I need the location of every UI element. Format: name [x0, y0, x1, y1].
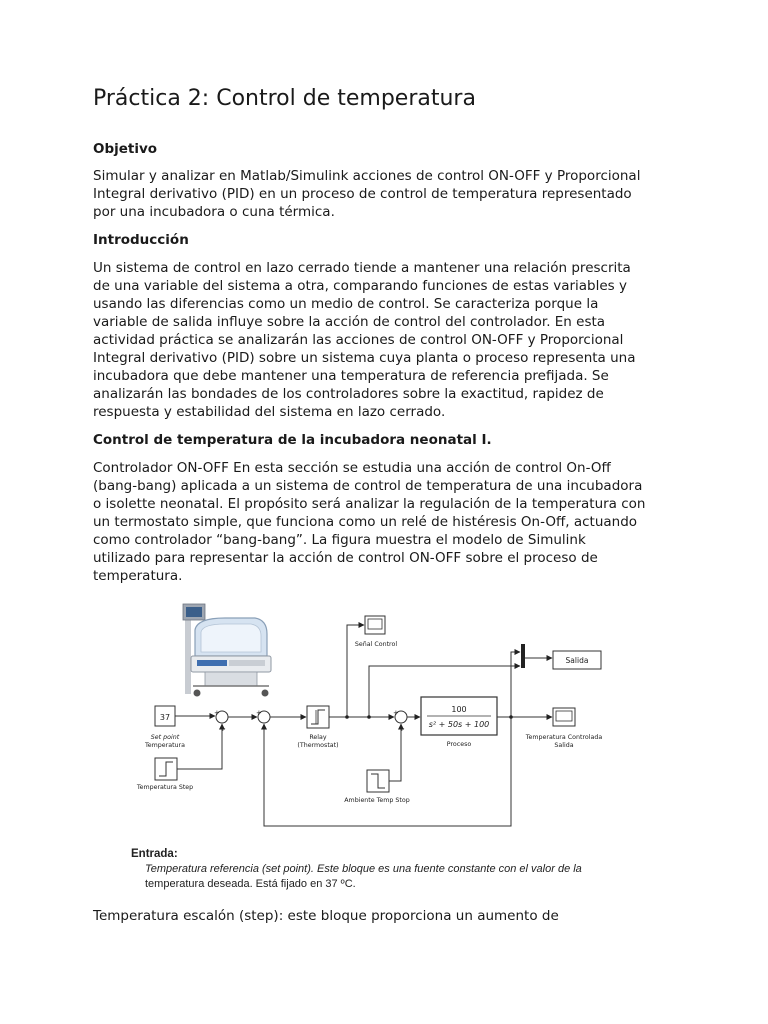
entrada-caption	[131, 848, 651, 892]
paragraph-footer	[93, 907, 683, 925]
entrada-title: Entrada:	[131, 848, 178, 860]
sum-2-minus: -	[263, 724, 266, 733]
text-line: temperatura.	[93, 568, 183, 584]
paragraph-objetivo	[93, 167, 683, 221]
sum-2-plus: +	[256, 709, 262, 717]
entrada-line: temperatura deseada. Está fijado en 37 ºC.	[145, 878, 356, 890]
text-line: respuesta y estabilidad del sistema en lazo cerrado.	[93, 404, 446, 420]
setpoint-label: Set point	[150, 734, 180, 741]
text-line: Temperatura escalón (step): este bloque proporciona un aumento de	[93, 908, 559, 924]
sum-1-plus: +	[214, 709, 220, 717]
text-line: de una variable del sistema a otra, comparando funciones de estas variables y	[93, 278, 627, 294]
text-line: Controlador ON-OFF En esta sección se estudia una acción de control On-Off	[93, 460, 611, 476]
temperatura-controlada-label: Temperatura Controlada	[525, 734, 603, 741]
entrada-line: Temperatura referencia (set point). Este bloque es una fuente constante con el valor de la	[145, 863, 582, 875]
text-line: usando las diferencias como un medio de control. Se caracteriza porque la	[93, 296, 599, 312]
text-line: variable de salida influye sobre la acción de control del controlador. En esta	[93, 314, 606, 330]
setpoint-value: 37	[159, 713, 171, 722]
heading-introduccion: Introducción	[93, 232, 189, 248]
mux-block[interactable]	[521, 644, 525, 668]
relay-label-2: (Thermostat)	[297, 742, 339, 749]
ambiente-temp-step-label: Ambiente Temp Stop	[344, 797, 410, 804]
temperatura-controlada-label-2: Salida	[554, 742, 574, 749]
text-line: por una incubadora o cuna térmica.	[93, 204, 335, 220]
sum-3-plus-2: +	[399, 725, 405, 733]
setpoint-label-2: Temperatura	[144, 742, 186, 749]
text-line: Integral derivativo (PID) sobre un sistema cuya planta o proceso representa una	[93, 350, 636, 366]
proceso-numerator: 100	[451, 705, 467, 714]
proceso-denominator: s² + 50s + 100	[428, 720, 490, 729]
proceso-label: Proceso	[446, 741, 472, 748]
text-line: incubadora que debe mantener una temperatura de referencia prefijada. Se	[93, 368, 609, 384]
senal-control-label: Señal Control	[354, 641, 398, 648]
page-title: Práctica 2: Control de temperatura	[93, 86, 476, 111]
simulink-diagram	[125, 600, 615, 838]
text-line: actividad práctica se analizarán las acciones de control ON-OFF y Proporcional	[93, 332, 624, 348]
text-line: un termostato simple, que funciona como un relé de histéresis On-Off, actuando	[93, 514, 638, 530]
relay-label: Relay	[309, 734, 327, 741]
heading-control: Control de temperatura de la incubadora neonatal I.	[93, 432, 492, 448]
paragraph-introduccion	[93, 259, 683, 421]
text-line: Un sistema de control en lazo cerrado tiende a mantener una relación prescrita	[93, 260, 631, 276]
temperatura-step-label: Temperatura Step	[136, 784, 194, 791]
incubator-image	[183, 604, 271, 697]
paragraph-control	[93, 459, 683, 585]
text-line: (bang-bang) aplicada a un sistema de control de temperatura de una incubadora	[93, 478, 643, 494]
salida-display-label: Salida	[565, 656, 589, 665]
text-line: Integral derivativo (PID) en un proceso de control de temperatura representado	[93, 186, 632, 202]
sum-1-plus-2: +	[220, 725, 226, 733]
text-line: como controlador “bang-bang”. La figura muestra el modelo de Simulink	[93, 532, 586, 548]
text-line: Simular y analizar en Matlab/Simulink acciones de control ON-OFF y Proporcional	[93, 168, 641, 184]
text-line: analizarán las bondades de los controladores sobre la exactitud, rapidez de	[93, 386, 604, 402]
text-line: utilizado para representar la acción de control ON-OFF sobre el proceso de	[93, 550, 598, 566]
text-line: o isolette neonatal. El propósito será analizar la regulación de la temperatura con	[93, 496, 646, 512]
heading-objetivo: Objetivo	[93, 141, 158, 157]
sum-3-plus: +	[393, 709, 399, 717]
